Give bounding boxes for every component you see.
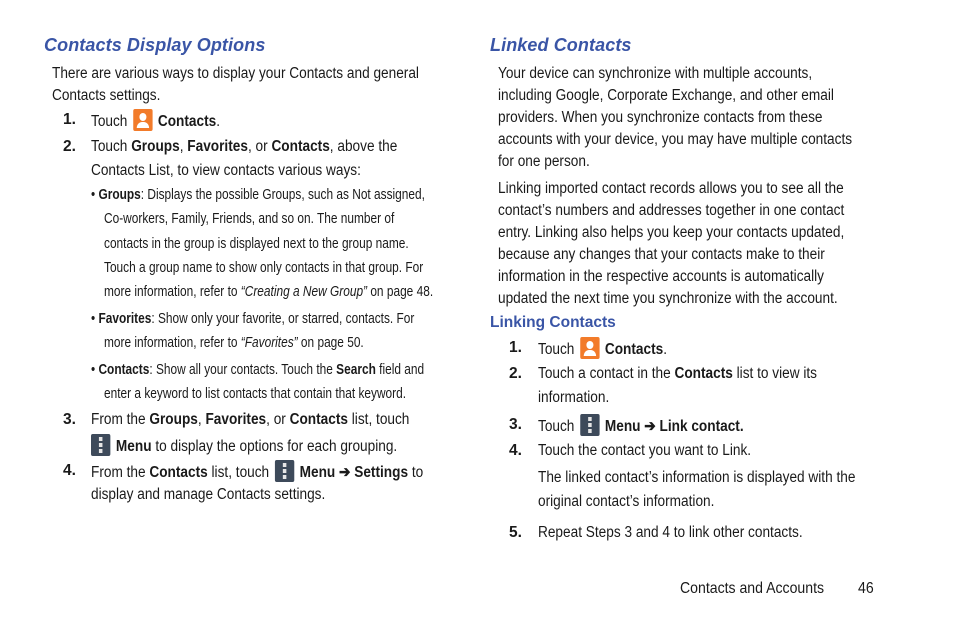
bullet-groups-line-5 bbox=[104, 280, 433, 305]
step-number: 2. bbox=[63, 138, 76, 155]
punct: , bbox=[179, 138, 188, 155]
para-1-line: for one person. bbox=[498, 153, 590, 170]
link-step-5-text: Repeat Steps 3 and 4 to link other contacts. bbox=[538, 524, 803, 541]
step-text: list, touch bbox=[347, 411, 410, 428]
step-3-line-2 bbox=[91, 434, 397, 458]
step-text: From the bbox=[91, 411, 150, 428]
bullet-text: : Show only your favorite, or starred, contacts. For bbox=[151, 311, 415, 327]
groups-label: Groups bbox=[131, 138, 180, 155]
bullet-favorites-line-2 bbox=[104, 331, 364, 356]
para-1-line: providers. When you synchronize contacts from these bbox=[498, 109, 823, 126]
step-text: Touch bbox=[91, 138, 132, 155]
step-text: to display the options for each grouping. bbox=[151, 438, 398, 455]
para-2-line: information in the respective accounts is automatically bbox=[498, 268, 825, 285]
link-contact-label: Link contact. bbox=[659, 418, 744, 435]
menu-label: Menu bbox=[604, 418, 641, 435]
step-4-line-2: display and manage Contacts settings. bbox=[91, 486, 326, 503]
link-step-2-line-2: information. bbox=[538, 389, 610, 406]
para-1-line: Your device can synchronize with multiple accounts, bbox=[498, 65, 813, 82]
menu-label: Menu bbox=[299, 464, 336, 481]
cross-reference-link[interactable]: “Creating a New Group” bbox=[240, 284, 368, 300]
menu-icon bbox=[580, 414, 599, 436]
contacts-label: Contacts bbox=[157, 113, 217, 130]
menu-icon bbox=[91, 434, 110, 456]
contacts-label: Contacts bbox=[674, 365, 733, 382]
bullet-text: more information, refer to bbox=[104, 284, 241, 300]
step-2-line-2: Contacts List, to view contacts various ways: bbox=[91, 162, 361, 179]
step-text: list, touch bbox=[207, 464, 273, 481]
bullet-groups-line-3: contacts in the group is displayed next to the group name. bbox=[104, 236, 409, 252]
bullet-text: more information, refer to bbox=[104, 335, 241, 351]
para-2-line: contact’s numbers and addresses together in one contact bbox=[498, 202, 845, 219]
step-4-line-1 bbox=[91, 460, 423, 484]
favorites-label: Favorites bbox=[187, 138, 248, 155]
bullet-text: field and bbox=[375, 362, 425, 378]
step-number: 3. bbox=[63, 411, 76, 428]
menu-icon bbox=[275, 460, 294, 482]
punct: . bbox=[216, 113, 221, 130]
para-1-line: accounts with your device, you may have multiple contacts bbox=[498, 131, 853, 148]
link-step-4-note-2: original contact’s information. bbox=[538, 493, 715, 510]
page-number: 46 bbox=[858, 580, 874, 597]
para-2-line: entry. Linking also helps you keep your contacts updated, bbox=[498, 224, 845, 241]
step-text: to bbox=[408, 464, 424, 481]
arrow-glyph: ➔ bbox=[640, 418, 660, 435]
intro-line-1: There are various ways to display your Contacts and general bbox=[52, 65, 419, 82]
para-2-line: because any changes that your contacts make to their bbox=[498, 246, 825, 263]
favorites-label: Favorites bbox=[205, 411, 267, 428]
contacts-label: Contacts bbox=[149, 464, 208, 481]
step-number: 1. bbox=[63, 111, 76, 128]
step-1-text bbox=[91, 109, 220, 133]
contacts-label: Contacts bbox=[271, 138, 330, 155]
bullet-term: Groups bbox=[98, 187, 141, 203]
bullet-mark: • bbox=[91, 187, 96, 203]
step-text: list to view its bbox=[732, 365, 818, 382]
intro-line-2: Contacts settings. bbox=[52, 87, 161, 104]
section-heading-display-options: Contacts Display Options bbox=[44, 35, 266, 55]
link-step-2-line-1 bbox=[538, 363, 817, 385]
step-text: Touch a contact in the bbox=[538, 365, 675, 382]
punct: , or bbox=[247, 138, 272, 155]
contacts-icon bbox=[133, 109, 152, 131]
step-number: 5. bbox=[509, 524, 522, 541]
step-number: 1. bbox=[509, 339, 522, 356]
link-step-4-note-1: The linked contact’s information is displayed with the bbox=[538, 469, 856, 486]
punct: , or bbox=[266, 411, 290, 428]
step-text: Touch bbox=[538, 341, 575, 358]
settings-label: Settings bbox=[354, 464, 409, 481]
contacts-label: Contacts bbox=[289, 411, 348, 428]
step-text: Touch bbox=[538, 418, 575, 435]
contacts-icon bbox=[580, 337, 599, 359]
step-number: 3. bbox=[509, 416, 522, 433]
groups-label: Groups bbox=[149, 411, 198, 428]
para-2-line: Linking imported contact records allows you to see all the bbox=[498, 180, 844, 197]
bullet-text: : Displays the possible Groups, such as Not assigned, bbox=[140, 187, 425, 203]
bullet-contacts-line-2: enter a keyword to list contacts that contain that keyword. bbox=[104, 386, 407, 402]
bullet-text: : Show all your contacts. Touch the bbox=[149, 362, 337, 378]
bullet-favorites-line-1 bbox=[91, 307, 414, 332]
step-number: 2. bbox=[509, 365, 522, 382]
arrow-glyph: ➔ bbox=[335, 464, 355, 481]
step-text: , above the bbox=[329, 138, 398, 155]
subheading-linking-contacts: Linking Contacts bbox=[490, 314, 616, 331]
bullet-text: on page 48. bbox=[367, 284, 434, 300]
bullet-term: Contacts bbox=[98, 362, 150, 378]
link-step-3-text bbox=[538, 414, 744, 438]
bullet-text: on page 50. bbox=[297, 335, 364, 351]
para-1-line: including Google, Corporate Exchange, and other email bbox=[498, 87, 834, 104]
bullet-mark: • bbox=[91, 311, 96, 327]
bullet-mark: • bbox=[91, 362, 96, 378]
step-number: 4. bbox=[63, 462, 76, 479]
section-heading-linked-contacts: Linked Contacts bbox=[490, 35, 632, 55]
punct: . bbox=[663, 341, 668, 358]
footer-section-title: Contacts and Accounts bbox=[680, 580, 825, 597]
step-text: Touch bbox=[91, 113, 128, 130]
search-label: Search bbox=[336, 362, 376, 378]
step-number: 4. bbox=[509, 442, 522, 459]
cross-reference-link[interactable]: “Favorites” bbox=[240, 335, 298, 351]
link-step-1-text bbox=[538, 337, 667, 361]
bullet-groups-line-2: Co-workers, Family, Friends, and so on. The number of bbox=[104, 211, 395, 227]
link-step-4-text: Touch the contact you want to Link. bbox=[538, 442, 752, 459]
contacts-label: Contacts bbox=[604, 341, 664, 358]
step-2-line-1 bbox=[91, 136, 397, 158]
punct: , bbox=[197, 411, 206, 428]
menu-label: Menu bbox=[115, 438, 152, 455]
bullet-groups-line-4: Touch a group name to show only contacts in that group. For bbox=[104, 260, 424, 276]
bullet-contacts-line-1 bbox=[91, 358, 424, 383]
bullet-term: Favorites bbox=[98, 311, 152, 327]
para-2-line: updated the next time you synchronize with the account. bbox=[498, 290, 838, 307]
bullet-groups-line-1 bbox=[91, 183, 425, 208]
step-text: From the bbox=[91, 464, 150, 481]
step-3-line-1 bbox=[91, 409, 409, 431]
